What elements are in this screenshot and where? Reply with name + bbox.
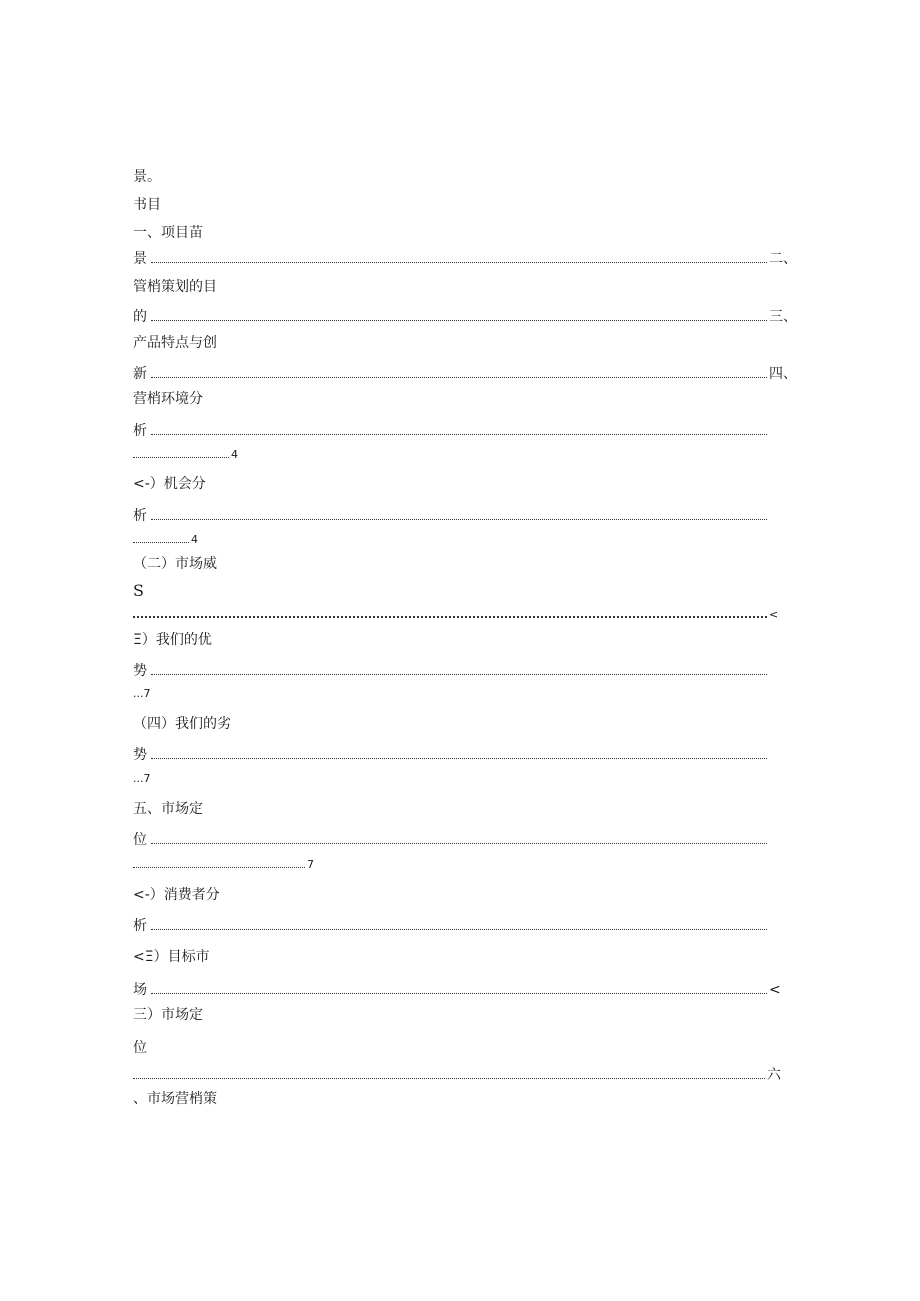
toc-entry-7-page: ...7 bbox=[133, 687, 151, 700]
dot-leader bbox=[133, 1078, 765, 1079]
toc-entry-4-lead: 析 bbox=[133, 423, 147, 439]
toc-entry-11-title: <Ξ）目标市 bbox=[133, 949, 210, 965]
toc-entry-10-leader bbox=[133, 917, 769, 935]
toc-entry-11-lead: 场 bbox=[133, 982, 147, 998]
dot-leader bbox=[151, 377, 767, 378]
dot-leader bbox=[151, 519, 767, 520]
toc-entry-10-lead: 析 bbox=[133, 918, 147, 934]
toc-entry-7-leader bbox=[133, 662, 769, 680]
toc-entry-6-leader bbox=[133, 606, 778, 624]
toc-entry-8-title: （四）我们的劣 bbox=[133, 716, 231, 732]
toc-entry-5-page: 4 bbox=[191, 533, 198, 546]
toc-entry-2-leader bbox=[133, 308, 797, 326]
dot-leader bbox=[151, 758, 767, 759]
toc-entry-5-title: <-）机会分 bbox=[133, 476, 206, 492]
toc-entry-3-leader bbox=[133, 365, 797, 383]
toc-entry-9-lead: 位 bbox=[133, 832, 147, 848]
dot-leader bbox=[151, 929, 767, 930]
intro-tail-text: 景。 bbox=[133, 169, 161, 185]
dot-leader bbox=[151, 262, 767, 263]
dot-leader bbox=[151, 434, 767, 435]
toc-entry-10-title: <-）消费者分 bbox=[133, 887, 220, 903]
toc-entry-1-title: 一、项目苗 bbox=[133, 225, 203, 241]
toc-entry-11-next: < bbox=[769, 982, 781, 998]
toc-entry-9-leader bbox=[133, 831, 769, 849]
toc-entry-2-title: 管梢策划的目 bbox=[133, 279, 217, 295]
dot-leader bbox=[151, 843, 767, 844]
toc-heading: 书目 bbox=[133, 197, 161, 213]
toc-entry-9-page: 7 bbox=[307, 858, 314, 871]
toc-entry-4-page-row bbox=[133, 446, 238, 464]
toc-entry-12-title: 三）市场定 bbox=[133, 1007, 203, 1023]
toc-entry-1-next: 二、 bbox=[769, 251, 797, 267]
toc-entry-3-next: 四、 bbox=[769, 366, 797, 382]
toc-entry-12-leader bbox=[133, 1066, 781, 1084]
dot-leader bbox=[151, 320, 767, 321]
toc-entry-7-title: Ξ）我们的优 bbox=[133, 632, 212, 648]
toc-entry-8-leader bbox=[133, 746, 769, 764]
toc-entry-9-page-row bbox=[133, 856, 314, 874]
toc-entry-1-lead: 景 bbox=[133, 251, 147, 267]
toc-entry-12-lead: 位 bbox=[133, 1040, 147, 1056]
toc-entry-4-page: 4 bbox=[231, 448, 238, 461]
toc-entry-6-title: （二）市场威 bbox=[133, 556, 217, 572]
toc-entry-3-lead: 新 bbox=[133, 366, 147, 382]
dot-leader bbox=[151, 993, 767, 994]
toc-entry-13-title: 、市场营梢策 bbox=[133, 1091, 217, 1107]
dot-leader bbox=[133, 867, 305, 868]
toc-entry-4-leader bbox=[133, 422, 769, 440]
toc-entry-8-page: ...7 bbox=[133, 772, 151, 785]
toc-entry-8-lead: 势 bbox=[133, 747, 147, 763]
toc-entry-5-lead: 析 bbox=[133, 508, 147, 524]
dot-leader bbox=[133, 542, 189, 543]
toc-entry-2-next: 三、 bbox=[769, 309, 797, 325]
toc-entry-7-lead: 势 bbox=[133, 663, 147, 679]
toc-entry-5-page-row bbox=[133, 531, 198, 549]
dot-leader bbox=[133, 457, 229, 458]
toc-entry-3-title: 产品特点与创 bbox=[133, 335, 217, 351]
toc-entry-12-next: 六 bbox=[767, 1067, 781, 1083]
toc-entry-5-leader bbox=[133, 507, 769, 525]
toc-entry-6-lead: S bbox=[133, 581, 144, 600]
toc-entry-9-title: 五、市场定 bbox=[133, 801, 203, 817]
dot-leader bbox=[133, 616, 767, 618]
toc-entry-6-next: < bbox=[769, 608, 779, 621]
toc-entry-1-leader bbox=[133, 250, 797, 268]
dot-leader bbox=[151, 674, 767, 675]
toc-entry-4-title: 营梢环境分 bbox=[133, 391, 203, 407]
toc-entry-2-lead: 的 bbox=[133, 309, 147, 325]
toc-entry-11-leader bbox=[133, 981, 781, 999]
